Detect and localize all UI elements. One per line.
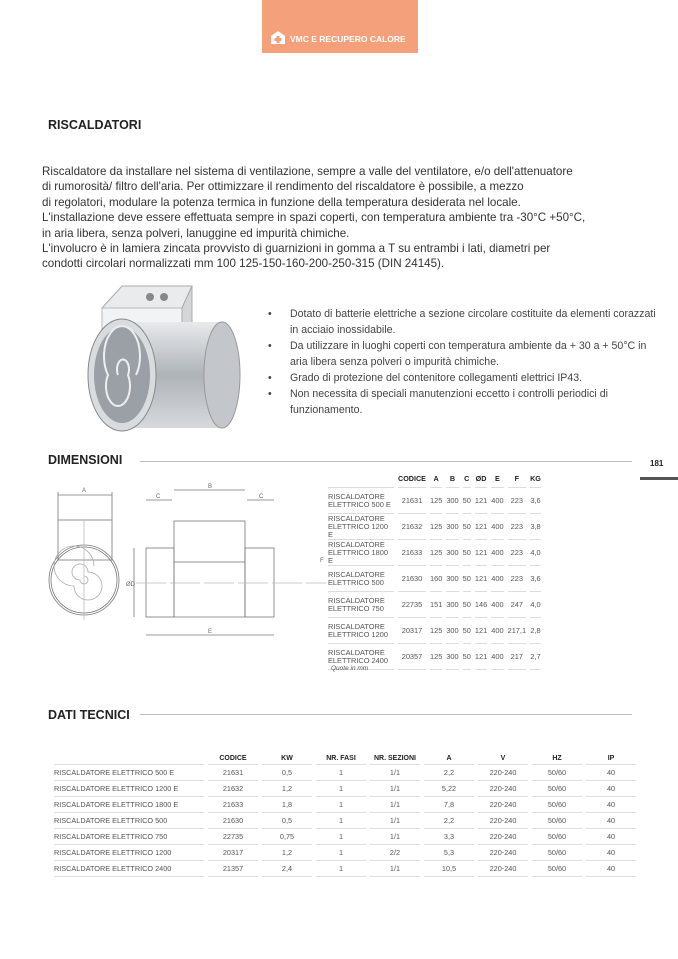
table-cell: 1/1 (370, 861, 420, 877)
intro-line: L'involucro è in lamiera zincata provvisto di guarnizioni in gomma a T su entrambi i lati, diametri per (42, 242, 551, 256)
table-cell: 400 (491, 618, 503, 644)
column-header: KG (530, 470, 541, 488)
intro-paragraph (42, 164, 652, 272)
header-row (54, 745, 636, 765)
table-cell: 125 (430, 618, 442, 644)
table-cell: 4,0 (530, 592, 541, 618)
column-header: CODICE (398, 470, 426, 488)
column-header: B (446, 470, 458, 488)
table-cell: 121 (475, 540, 487, 566)
table-cell: 300 (446, 618, 458, 644)
table-cell: 50 (463, 592, 471, 618)
column-header: NR. FASI (316, 745, 366, 765)
table-cell: 50 (463, 488, 471, 514)
table-cell: 220-240 (478, 781, 528, 797)
table-cell: 5,3 (424, 845, 474, 861)
table-row (54, 813, 636, 829)
label-f: F (320, 558, 324, 564)
table-cell: 121 (475, 566, 487, 592)
table-cell: 3,8 (530, 514, 541, 540)
table-cell: 1,2 (262, 781, 312, 797)
product-name: RISCALDATORE ELETTRICO 500 (54, 813, 204, 829)
table-cell: 220-240 (478, 813, 528, 829)
table-cell: 223 (508, 566, 527, 592)
table-cell: 50/60 (532, 813, 582, 829)
label-c-left: C (156, 494, 161, 500)
table-row (328, 488, 541, 514)
intro-line: di regolatori, modulare la potenza termica in funzione della temperatura desiderata nel locale. (42, 195, 521, 209)
product-name: RISCALDATORE ELETTRICO 1800 E (54, 797, 204, 813)
column-header (54, 745, 204, 765)
table-row (54, 829, 636, 845)
table-cell: 400 (491, 514, 503, 540)
product-name: RISCALDATORE ELETTRICO 1200 E (54, 781, 204, 797)
table-cell: 3,6 (530, 566, 541, 592)
product-name: RISCALDATORE ELETTRICO 750 (54, 829, 204, 845)
table-row (328, 592, 541, 618)
feature-item: • Non necessita di speciali manutenzioni eccetto i controlli periodici di funzionamento. (268, 386, 658, 418)
table-row (54, 781, 636, 797)
column-header: KW (262, 745, 312, 765)
table-cell: 20317 (398, 618, 426, 644)
column-header: ØD (475, 470, 487, 488)
table-cell: 217 (508, 644, 527, 670)
table-cell: 400 (491, 566, 503, 592)
table-cell: 20317 (208, 845, 258, 861)
table-cell: 400 (491, 644, 503, 670)
table-cell: 50/60 (532, 861, 582, 877)
table-cell: 0,75 (262, 829, 312, 845)
table-cell: 220-240 (478, 861, 528, 877)
divider (140, 461, 632, 462)
table-cell: 21633 (398, 540, 426, 566)
table-cell: 125 (430, 540, 442, 566)
table-row (328, 618, 541, 644)
product-name: RISCALDATORE ELETTRICO 2400 (328, 644, 394, 670)
column-header: C (463, 470, 471, 488)
house-plus-icon (270, 31, 286, 44)
table-cell: 50 (463, 618, 471, 644)
table-cell: 1 (316, 861, 366, 877)
label-d: ØD (126, 582, 135, 588)
table-cell: 40 (586, 765, 636, 781)
table-row (328, 514, 541, 540)
table-cell: 50 (463, 566, 471, 592)
table-cell: 3,3 (424, 829, 474, 845)
table-row (54, 797, 636, 813)
table-cell: 21357 (208, 861, 258, 877)
table-cell: 1,2 (262, 845, 312, 861)
feature-item: • Da utilizzare in luoghi coperti con temperatura ambiente da + 30 a + 50°C in aria libera senza polveri o impurità chimiche. (268, 338, 658, 370)
column-header: CODICE (208, 745, 258, 765)
table-cell: 1 (316, 845, 366, 861)
table-cell: 300 (446, 488, 458, 514)
table-cell: 125 (430, 488, 442, 514)
table-cell: 2,7 (530, 644, 541, 670)
table-cell: 220-240 (478, 797, 528, 813)
table-cell: 40 (586, 845, 636, 861)
table-cell: 21632 (208, 781, 258, 797)
table-row (54, 845, 636, 861)
label-a: A (82, 488, 87, 494)
table-cell: 40 (586, 829, 636, 845)
page-number: 181 (650, 459, 664, 468)
table-cell: 0,5 (262, 813, 312, 829)
product-name: RISCALDATORE ELETTRICO 750 (328, 592, 394, 618)
table-cell: 0,5 (262, 765, 312, 781)
table-cell: 247 (508, 592, 527, 618)
table-cell: 220-240 (478, 829, 528, 845)
section-label: VMC E RECUPERO CALORE (290, 34, 406, 44)
table-cell: 21632 (398, 514, 426, 540)
label-b: B (208, 484, 213, 490)
table-cell: 7,8 (424, 797, 474, 813)
column-header: HZ (532, 745, 582, 765)
product-image (82, 280, 250, 445)
table-cell: 300 (446, 592, 458, 618)
table-cell: 21633 (208, 797, 258, 813)
table-cell: 10,5 (424, 861, 474, 877)
table-cell: 125 (430, 514, 442, 540)
table-cell: 50/60 (532, 829, 582, 845)
table-cell: 2,2 (424, 813, 474, 829)
table-cell: 1 (316, 813, 366, 829)
table-cell: 21631 (398, 488, 426, 514)
feature-list (268, 306, 658, 418)
table-cell: 160 (430, 566, 442, 592)
table-cell: 220-240 (478, 765, 528, 781)
table-cell: 2,2 (424, 765, 474, 781)
table-cell: 40 (586, 797, 636, 813)
table-cell: 1/1 (370, 765, 420, 781)
table-cell: 121 (475, 488, 487, 514)
product-name: RISCALDATORE ELETTRICO 1800 E (328, 540, 394, 566)
table-cell: 1/1 (370, 829, 420, 845)
table-cell: 125 (430, 644, 442, 670)
table-cell: 50 (463, 540, 471, 566)
table-row (54, 861, 636, 877)
table-cell: 50 (463, 644, 471, 670)
intro-line: di rumorosità/ filtro dell'aria. Per ottimizzare il rendimento del riscaldatore è possibile, a mezzo (42, 180, 524, 194)
units-note: Quote in mm (331, 665, 369, 672)
dimensions-heading: DIMENSIONI (48, 453, 123, 467)
table-cell: 223 (508, 540, 527, 566)
table-cell: 1 (316, 829, 366, 845)
table-cell: 223 (508, 514, 527, 540)
tech-table (50, 745, 640, 877)
table-cell: 1/1 (370, 813, 420, 829)
page-marker (640, 477, 678, 480)
label-e: E (208, 629, 213, 635)
table-cell: 1 (316, 781, 366, 797)
column-header: E (491, 470, 503, 488)
table-cell: 5,22 (424, 781, 474, 797)
table-row (54, 765, 636, 781)
table-cell: 300 (446, 644, 458, 670)
table-cell: 300 (446, 514, 458, 540)
table-cell: 400 (491, 540, 503, 566)
table-cell: 1/1 (370, 781, 420, 797)
product-name: RISCALDATORE ELETTRICO 500 E (328, 488, 394, 514)
table-cell: 121 (475, 514, 487, 540)
column-header: NR. SEZIONI (370, 745, 420, 765)
intro-line: in aria libera, senza polveri, lanuggine ed impurità chimiche. (42, 226, 350, 240)
feature-item: • Dotato di batterie elettriche a sezione circolare costituite da elementi corazzati in acciaio inossidabile. (268, 306, 658, 338)
intro-line: Riscaldatore da installare nel sistema di ventilazione, sempre a valle del ventilatore, e/o dell'attenuatore (42, 165, 573, 178)
table-cell: 1 (316, 797, 366, 813)
table-cell: 300 (446, 540, 458, 566)
table-cell: 121 (475, 644, 487, 670)
table-cell: 217,1 (508, 618, 527, 644)
product-name: RISCALDATORE ELETTRICO 1200 (328, 618, 394, 644)
label-c-right: C (259, 494, 264, 500)
table-cell: 2/2 (370, 845, 420, 861)
table-cell: 20357 (398, 644, 426, 670)
column-header: A (424, 745, 474, 765)
dimensions-table (324, 470, 545, 670)
product-name: RISCALDATORE ELETTRICO 500 E (54, 765, 204, 781)
table-cell: 300 (446, 566, 458, 592)
table-cell: 22735 (398, 592, 426, 618)
column-header: V (478, 745, 528, 765)
feature-item: • Grado di protezione del contenitore collegamenti elettrici IP43. (268, 370, 658, 386)
divider (140, 714, 632, 715)
table-row (328, 566, 541, 592)
table-cell: 40 (586, 861, 636, 877)
table-cell: 1 (316, 765, 366, 781)
column-header: A (430, 470, 442, 488)
table-cell: 3,6 (530, 488, 541, 514)
table-cell: 4,0 (530, 540, 541, 566)
header-row (328, 470, 541, 488)
section-tab (262, 0, 418, 53)
intro-line: L'installazione deve essere effettuata sempre in spazi coperti, con temperatura ambiente tra -30°C +50°C, (42, 211, 586, 225)
table-cell: 21631 (208, 765, 258, 781)
table-cell: 50 (463, 514, 471, 540)
table-cell: 21630 (398, 566, 426, 592)
table-cell: 50/60 (532, 781, 582, 797)
table-cell: 151 (430, 592, 442, 618)
table-cell: 1/1 (370, 797, 420, 813)
product-name: RISCALDATORE ELETTRICO 1200 E (328, 514, 394, 540)
table-cell: 400 (491, 592, 503, 618)
page-title: RISCALDATORI (48, 118, 142, 132)
table-cell: 146 (475, 592, 487, 618)
table-cell: 40 (586, 781, 636, 797)
table-cell: 400 (491, 488, 503, 514)
product-name: RISCALDATORE ELETTRICO 500 (328, 566, 394, 592)
table-cell: 21630 (208, 813, 258, 829)
table-cell: 121 (475, 618, 487, 644)
table-cell: 1,8 (262, 797, 312, 813)
table-cell: 40 (586, 813, 636, 829)
table-cell: 50/60 (532, 765, 582, 781)
intro-line: condotti circolari normalizzati mm 100 125-150-160-200-250-315 (DIN 24145). (42, 257, 445, 271)
product-name: RISCALDATORE ELETTRICO 1200 (54, 845, 204, 861)
table-cell: 2,8 (530, 618, 541, 644)
column-header: F (508, 470, 527, 488)
table-row (328, 540, 541, 566)
table-cell: 223 (508, 488, 527, 514)
table-cell: 50/60 (532, 797, 582, 813)
column-header: IP (586, 745, 636, 765)
dimension-drawing (36, 480, 326, 645)
table-cell: 2,4 (262, 861, 312, 877)
product-name: RISCALDATORE ELETTRICO 2400 (54, 861, 204, 877)
table-cell: 22735 (208, 829, 258, 845)
table-cell: 50/60 (532, 845, 582, 861)
column-header (328, 470, 394, 488)
tech-heading: DATI TECNICI (48, 708, 130, 722)
table-cell: 220-240 (478, 845, 528, 861)
